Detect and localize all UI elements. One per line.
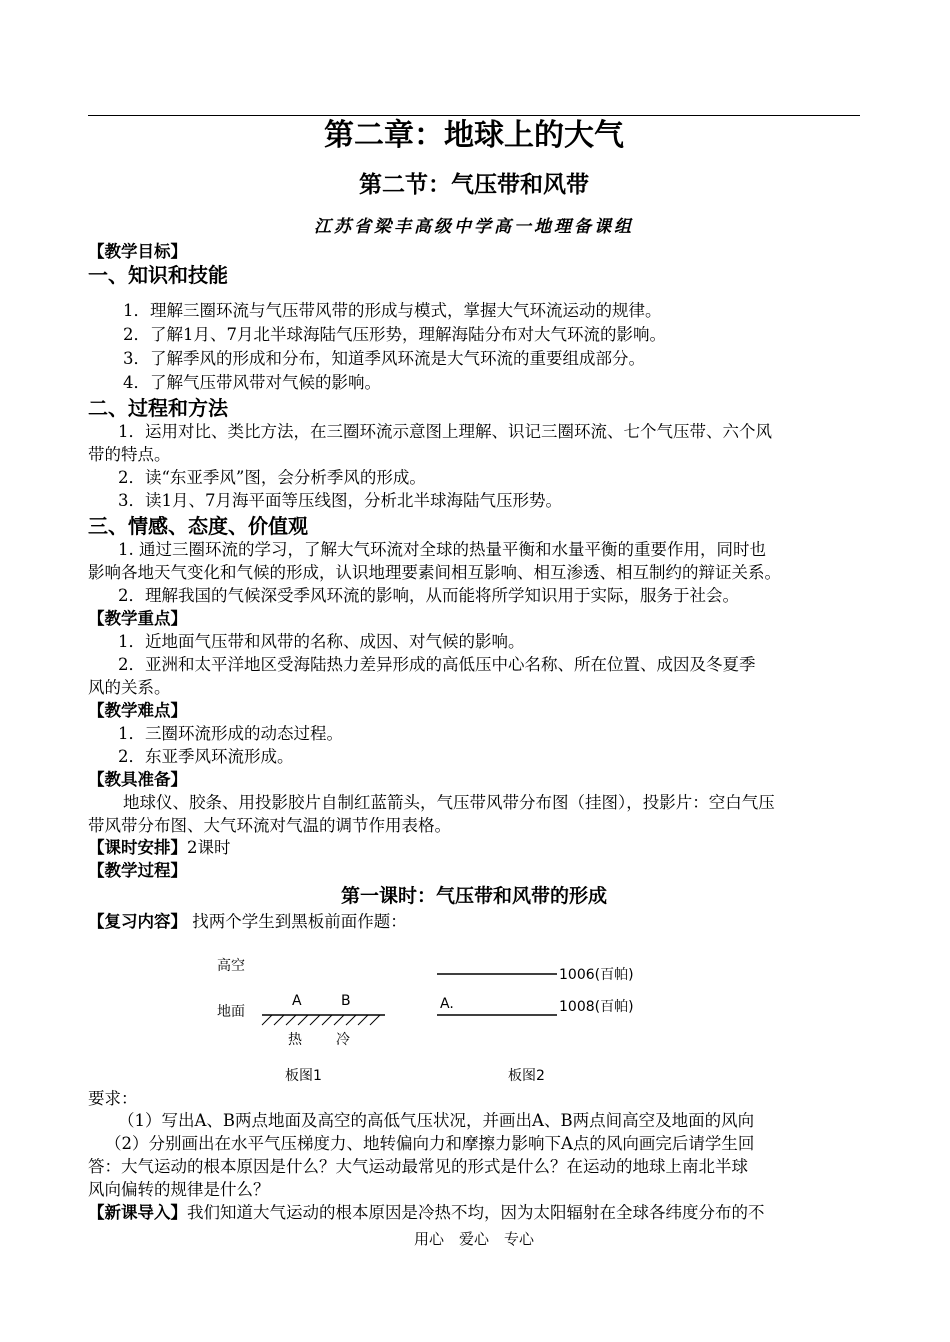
key-points-heading: 【教学重点】 (88, 609, 187, 628)
attitude-item-1-line-2: 影响各地天气变化和气候的形成，认识地理要素间相互影响、相互渗透、相互制约的辩证关系。 (88, 563, 781, 582)
page-footer: 用心 爱心 专心 (413, 1230, 534, 1248)
point-b-fig1: B (341, 993, 351, 1009)
chapter-title: 第二章：地球上的大气 (324, 118, 624, 153)
knowledge-heading: 一、知识和技能 (88, 263, 228, 287)
process-item-1-line-1: 1．运用对比、类比方法，在三圈环流示意图上理解、识记三圈环流、七个气压带、六个风 (118, 422, 772, 441)
requirement-2-line-1: （2）分别画出在水平气压梯度力、地转偏向力和摩擦力影响下A点的风向画完后请学生回 (105, 1134, 755, 1153)
key-point-1: 1．近地面气压带和风带的名称、成因、对气候的影响。 (118, 632, 525, 651)
materials-heading: 【教具准备】 (88, 770, 187, 789)
attitude-item-2: 2．理解我国的气候深受季风环流的影响，从而能将所学知识用于实际，服务于社会。 (118, 586, 739, 605)
materials-line-1: 地球仪、胶条、用投影胶片自制红蓝箭头，气压带风带分布图（挂图），投影片：空白气压 (123, 793, 775, 812)
label-cold: 冷 (336, 1032, 350, 1048)
key-point-2-line-1: 2．亚洲和太平洋地区受海陆热力差异形成的高低压中心名称、所在位置、成因及冬夏季 (118, 655, 756, 674)
requirements-heading: 要求： (88, 1089, 138, 1108)
section-title: 第二节：气压带和风带 (359, 171, 589, 198)
label-hot: 热 (288, 1032, 302, 1048)
label-ground: 地面 (217, 1004, 245, 1020)
difficulties-heading: 【教学难点】 (88, 701, 187, 720)
attitude-heading: 三、情感、态度、价值观 (88, 514, 308, 538)
process-heading: 二、过程和方法 (88, 396, 228, 420)
attitude-item-1-line-1: 1. 通过三圈环流的学习，了解大气环流对全球的热量平衡和水量平衡的重要作用，同时也 (118, 540, 766, 559)
difficulty-1: 1．三圈环流形成的动态过程。 (118, 724, 343, 743)
knowledge-item-2: 2．了解1月、7月北半球海陆气压形势，理解海陆分布对大气环流的影响。 (123, 325, 666, 344)
caption-figure-2: 板图2 (508, 1068, 545, 1084)
isobar-lower-label: 1008(百帕) (559, 999, 634, 1015)
review-line (88, 910, 860, 933)
label-high-altitude: 高空 (217, 958, 245, 974)
intro-line (88, 1201, 860, 1224)
knowledge-item-1: 1．理解三圈环流与气压带风带的形成与模式，掌握大气环流运动的规律。 (123, 301, 662, 320)
requirement-1: （1）写出A、B两点地面及高空的高低气压状况，并画出A、B两点间高空及地面的风向 (118, 1111, 755, 1130)
intro-text: 我们知道大气运动的根本原因是冷热不均，因为太阳辐射在全球各纬度分布的不 (187, 1203, 765, 1222)
point-a-fig1: A (292, 993, 302, 1009)
process-item-3: 3．读1月、7月海平面等压线图，分析北半球海陆气压形势。 (118, 491, 562, 510)
board-figure-2 (437, 966, 634, 1084)
caption-figure-1: 板图1 (285, 1068, 322, 1084)
schedule-line (88, 836, 860, 859)
process-item-1-line-2: 带的特点。 (88, 445, 171, 464)
lesson-1-title: 第一课时：气压带和风带的形成 (340, 885, 607, 907)
intro-heading: 【新课导入】 (88, 1203, 187, 1222)
materials-line-2: 带风带分布图、大气环流对气温的调节作用表格。 (88, 816, 451, 835)
difficulty-2: 2．东亚季风环流形成。 (118, 747, 294, 766)
schedule-heading: 【课时安排】 (88, 838, 187, 857)
isobar-upper-label: 1006(百帕) (559, 967, 634, 983)
requirement-2-line-3: 风向偏转的规律是什么？ (88, 1180, 270, 1199)
objectives-heading: 【教学目标】 (88, 242, 187, 261)
process-section-heading: 【教学过程】 (88, 861, 187, 880)
review-heading: 【复习内容】 (88, 912, 187, 931)
key-point-2-line-2: 风的关系。 (88, 678, 171, 697)
ground-hatching (262, 1015, 380, 1025)
review-text: 找两个学生到黑板前面作题： (192, 912, 407, 931)
author-line: 江苏省梁丰高级中学高一地理备课组 (314, 217, 634, 237)
point-a-fig2: A. (440, 996, 454, 1012)
knowledge-item-3: 3．了解季风的形成和分布，知道季风环流是大气环流的重要组成部分。 (123, 349, 645, 368)
board-figures (200, 945, 680, 1090)
process-item-2: 2．读“东亚季风”图，会分析季风的形成。 (118, 468, 426, 487)
schedule-value: 2课时 (187, 838, 231, 857)
requirement-2-line-2: 答：大气运动的根本原因是什么？大气运动最常见的形式是什么？在运动的地球上南北半球 (88, 1157, 748, 1176)
board-figure-1 (217, 957, 385, 1084)
knowledge-item-4: 4．了解气压带风带对气候的影响。 (123, 373, 381, 392)
